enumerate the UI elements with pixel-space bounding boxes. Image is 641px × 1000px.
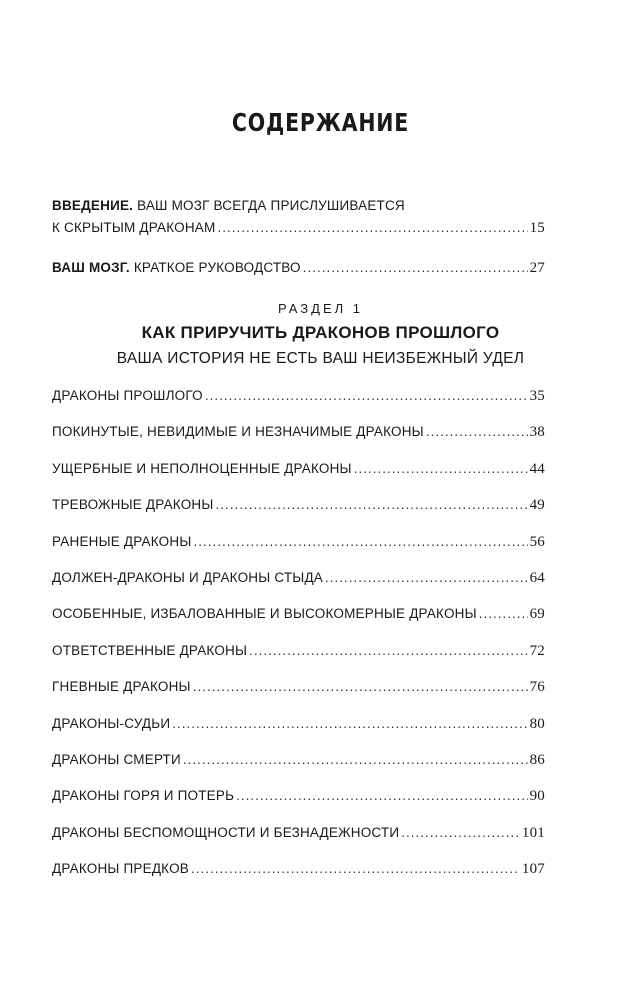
brain-label xyxy=(52,258,301,278)
toc-entry xyxy=(52,606,545,642)
dot-leader xyxy=(354,461,528,476)
page-number: 86 xyxy=(529,751,545,768)
section-title: КАК ПРИРУЧИТЬ ДРАКОНОВ ПРОШЛОГО xyxy=(141,323,500,342)
toc-entry xyxy=(52,716,545,752)
dot-leader xyxy=(205,388,528,403)
page-number: 90 xyxy=(529,788,545,805)
intro-second-line xyxy=(52,218,545,238)
page-number: 101 xyxy=(521,824,545,841)
toc-entry xyxy=(52,424,545,460)
dot-leader xyxy=(193,534,527,549)
dot-leader xyxy=(216,497,528,512)
intro-label-cont: К СКРЫТЫМ ДРАКОНАМ xyxy=(52,220,216,235)
toc-entry xyxy=(52,461,545,497)
toc-entry-brain xyxy=(52,258,545,278)
dot-leader xyxy=(479,606,528,621)
page-number: 69 xyxy=(529,606,545,623)
toc-entry-label: ГНЕВНЫЕ ДРАКОНЫ xyxy=(52,679,191,695)
brain-line xyxy=(52,258,545,278)
toc-entry-label: ОТВЕТСТВЕННЫЕ ДРАКОНЫ xyxy=(52,642,248,658)
toc-entry xyxy=(52,570,545,606)
dot-leader xyxy=(236,788,527,803)
brain-bold-label: ВАШ МОЗГ. xyxy=(52,260,130,275)
toc-entry-label: ДРАКОНЫ-СУДЬИ xyxy=(52,715,171,731)
page-number: 44 xyxy=(529,460,545,477)
dot-leader xyxy=(249,643,527,658)
page-number: 35 xyxy=(529,388,545,404)
toc-entry xyxy=(52,497,545,533)
toc-entry-label: ДОЛЖЕН-ДРАКОНЫ И ДРАКОНЫ СТЫДА xyxy=(52,569,323,585)
toc-entry-label: УЩЕРБНЫЕ И НЕПОЛНОЦЕННЫЕ ДРАКОНЫ xyxy=(52,460,352,476)
dot-leader xyxy=(183,752,528,767)
brain-label-rest: КРАТКОЕ РУКОВОДСТВО xyxy=(129,260,301,275)
page-number: 72 xyxy=(529,642,545,659)
page-number: 80 xyxy=(529,715,545,732)
page-number: 64 xyxy=(529,569,545,586)
intro-bold-label: ВВЕДЕНИЕ. xyxy=(52,198,134,213)
page-number: 76 xyxy=(529,679,545,696)
dot-leader xyxy=(217,218,527,238)
toc-entry-label: ДРАКОНЫ ПРОШЛОГО xyxy=(52,388,203,403)
dot-leader xyxy=(401,825,520,840)
page-number: 38 xyxy=(529,424,545,441)
page-number: 56 xyxy=(529,533,545,550)
toc-entry-label: ДРАКОНЫ СМЕРТИ xyxy=(52,751,181,767)
page-number: 107 xyxy=(521,861,545,878)
page-number: 27 xyxy=(529,260,545,276)
toc-entry-label: ОСОБЕННЫЕ, ИЗБАЛОВАННЫЕ И ВЫСОКОМЕРНЫЕ ДРАКОНЫ xyxy=(52,606,477,622)
dot-leader xyxy=(426,424,528,439)
toc-entry-list xyxy=(52,388,545,897)
intro-first-line xyxy=(52,196,545,216)
toc-entry-label: ПОКИНУТЫЕ, НЕВИДИМЫЕ И НЕЗНАЧИМЫЕ ДРАКОНЫ xyxy=(52,424,424,440)
page-title: СОДЕРЖАНИЕ xyxy=(231,108,410,137)
dot-leader xyxy=(193,679,528,694)
toc-entry xyxy=(52,679,545,715)
toc-entry xyxy=(52,788,545,824)
dot-leader xyxy=(325,570,528,585)
section-number: РАЗДЕЛ 1 xyxy=(277,301,364,316)
toc-entry-label: ТРЕВОЖНЫЕ ДРАКОНЫ xyxy=(52,497,214,513)
toc-entry xyxy=(52,752,545,788)
dot-leader xyxy=(303,258,528,278)
page-number: 15 xyxy=(529,220,545,236)
intro-label-rest: ВАШ МОЗГ ВСЕГДА ПРИСЛУШИВАЕТСЯ xyxy=(133,198,405,213)
toc-entry-introduction xyxy=(52,196,545,238)
section-subtitle: ВАША ИСТОРИЯ НЕ ЕСТЬ ВАШ НЕИЗБЕЖНЫЙ УДЕЛ xyxy=(116,350,525,367)
dot-leader xyxy=(191,861,520,876)
toc-entry-label: ДРАКОНЫ ПРЕДКОВ xyxy=(52,861,189,877)
toc-entry xyxy=(52,388,545,424)
toc-entry xyxy=(52,643,545,679)
toc-entry xyxy=(52,861,545,897)
toc-entry-label: ДРАКОНЫ БЕСПОМОЩНОСТИ И БЕЗНАДЕЖНОСТИ xyxy=(52,824,400,840)
toc-entry xyxy=(52,534,545,570)
toc-entry xyxy=(52,825,545,861)
toc-entry-label: ДРАКОНЫ ГОРЯ И ПОТЕРЬ xyxy=(52,788,235,804)
toc-entry-label: РАНЕНЫЕ ДРАКОНЫ xyxy=(52,533,192,549)
page-number: 49 xyxy=(529,497,545,514)
dot-leader xyxy=(172,716,527,731)
